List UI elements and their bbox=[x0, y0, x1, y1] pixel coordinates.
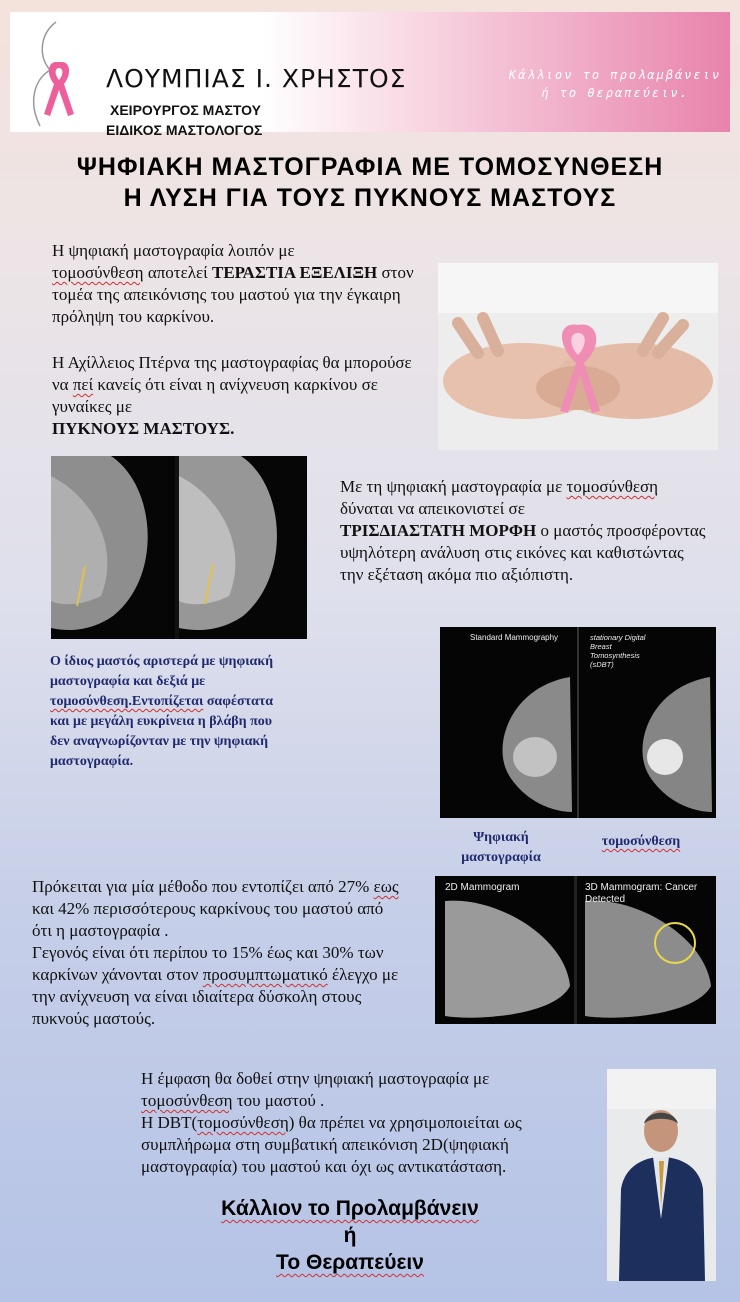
page-title bbox=[0, 152, 740, 214]
mammogram-comparison-image bbox=[51, 456, 307, 639]
header-banner bbox=[10, 12, 730, 138]
title-line-2: Η ΛΥΣΗ ΓΙΑ ΤΟΥΣ ΠΥΚΝΟΥΣ ΜΑΣΤΟΥΣ bbox=[123, 184, 617, 212]
statistics-paragraph: Πρόκειται για μία μέθοδο που εντοπίζει από 27% εως και 42% περισσότερους καρκίνους του μαστού από ότι η μαστογραφία . Γεγονός είναι ότι περίπου το 15% έως και 30% των καρκίνων χάνονται στον προσυμπτωματικό έλεγχο με την ανίχνευση να είναι ιδιαίτερα δύσκολη στους πυκνούς μαστούς. bbox=[32, 877, 399, 1028]
standard-vs-sdbt-image bbox=[440, 627, 716, 818]
doctor-specialty: ΧΕΙΡΟΥΡΓΟΣ ΜΑΣΤΟΥ bbox=[110, 102, 261, 118]
motto-line-2: ή το θεραπεύειν. bbox=[541, 86, 689, 100]
pink-ribbon-logo bbox=[26, 18, 96, 132]
doctor-specialty-2: ΕΙΔΙΚΟΣ ΜΑΣΤΟΛΟΓΟΣ bbox=[106, 122, 263, 138]
sdbt-label: stationary Digital Breast Tomosynthesis (sDBT) bbox=[590, 633, 646, 669]
tomosynthesis-label: τομοσύνθεση bbox=[601, 834, 681, 849]
motto-line-1: Κάλλιον το προλαμβάνειν bbox=[508, 68, 722, 82]
2d-vs-3d-mammogram-image bbox=[435, 876, 716, 1024]
emphasis-paragraph: Η έμφαση θα δοθεί στην ψηφιακή μαστογραφία με τομοσύνθεση του μαστού . Η DBT(τομοσύνθεση) θα πρέπει να χρησιμοποιείται ως συμπλήρωμα στη συμβατική απεικόνιση 2D(ψηφιακή μαστογραφία) του μαστού και όχι ως αντικατάσταση. bbox=[141, 1069, 522, 1176]
closing-line-3: Το Θεραπεύειν bbox=[276, 1251, 424, 1274]
mammogram-caption: Ο ίδιος μαστός αριστερά με ψηφιακή μαστογραφία και δεξιά με τομοσύνθεση.Εντοπίζεται σαφέστατα και με μεγάλη ευκρίνεια η βλάβη που δεν αναγνωρίζονταν με την ψηφιακή μαστογραφία. bbox=[50, 654, 274, 769]
title-line-1: ΨΗΦΙΑΚΗ ΜΑΣΤΟΓΡΑΦΙΑ ΜΕ ΤΟΜΟΣΥΝΘΕΣΗ bbox=[76, 153, 664, 181]
hands-ribbon-image bbox=[438, 263, 718, 450]
doctor-photo bbox=[607, 1069, 716, 1281]
2d-mammogram-label: 2D Mammogram bbox=[445, 882, 520, 893]
header-motto bbox=[500, 66, 730, 102]
3d-mammogram-label: 3D Mammogram: Cancer Detected bbox=[585, 882, 698, 905]
doctor-name: ΛΟΥΜΠΙΑΣ Ι. ΧΡΗΣΤΟΣ bbox=[106, 64, 407, 93]
tomosynthesis-paragraph: Με τη ψηφιακή μαστογραφία με τομοσύνθεση δύναται να απεικονιστεί σε ΤΡΙΣΔΙΑΣΤΑΤΗ ΜΟΡΦΗ ο μαστός προσφέροντας υψηλότερη ανάλυση στις εικόνες και καθιστώντας την εξέταση ακόμα πιο αξιόπιστη. bbox=[340, 477, 706, 584]
intro-paragraph-2: Η Αχίλλειος Πτέρνα της μαστογραφίας θα μπορούσε να πεί κανείς ότι είναι η ανίχνευση καρκίνου σε γυναίκες με ΠΥΚΝΟΥΣ ΜΑΣΤΟΥΣ. bbox=[52, 353, 412, 438]
intro-paragraph-1: Η ψηφιακή μαστογραφία λοιπόν με τομοσύνθεση αποτελεί ΤΕΡΑΣΤΙΑ ΕΞΕΛΙΞΗ στον τομέα της απεικόνισης του μαστού για την έγκαιρη πρόληψη του καρκίνου. bbox=[52, 241, 414, 326]
standard-mammography-label: Standard Mammography bbox=[470, 633, 559, 642]
closing-motto bbox=[140, 1195, 560, 1276]
digital-mammography-label: Ψηφιακή μαστογραφία bbox=[461, 830, 541, 865]
closing-line-2: ή bbox=[343, 1224, 357, 1247]
closing-line-1: Κάλλιον το Προλαμβάνειν bbox=[221, 1197, 479, 1220]
